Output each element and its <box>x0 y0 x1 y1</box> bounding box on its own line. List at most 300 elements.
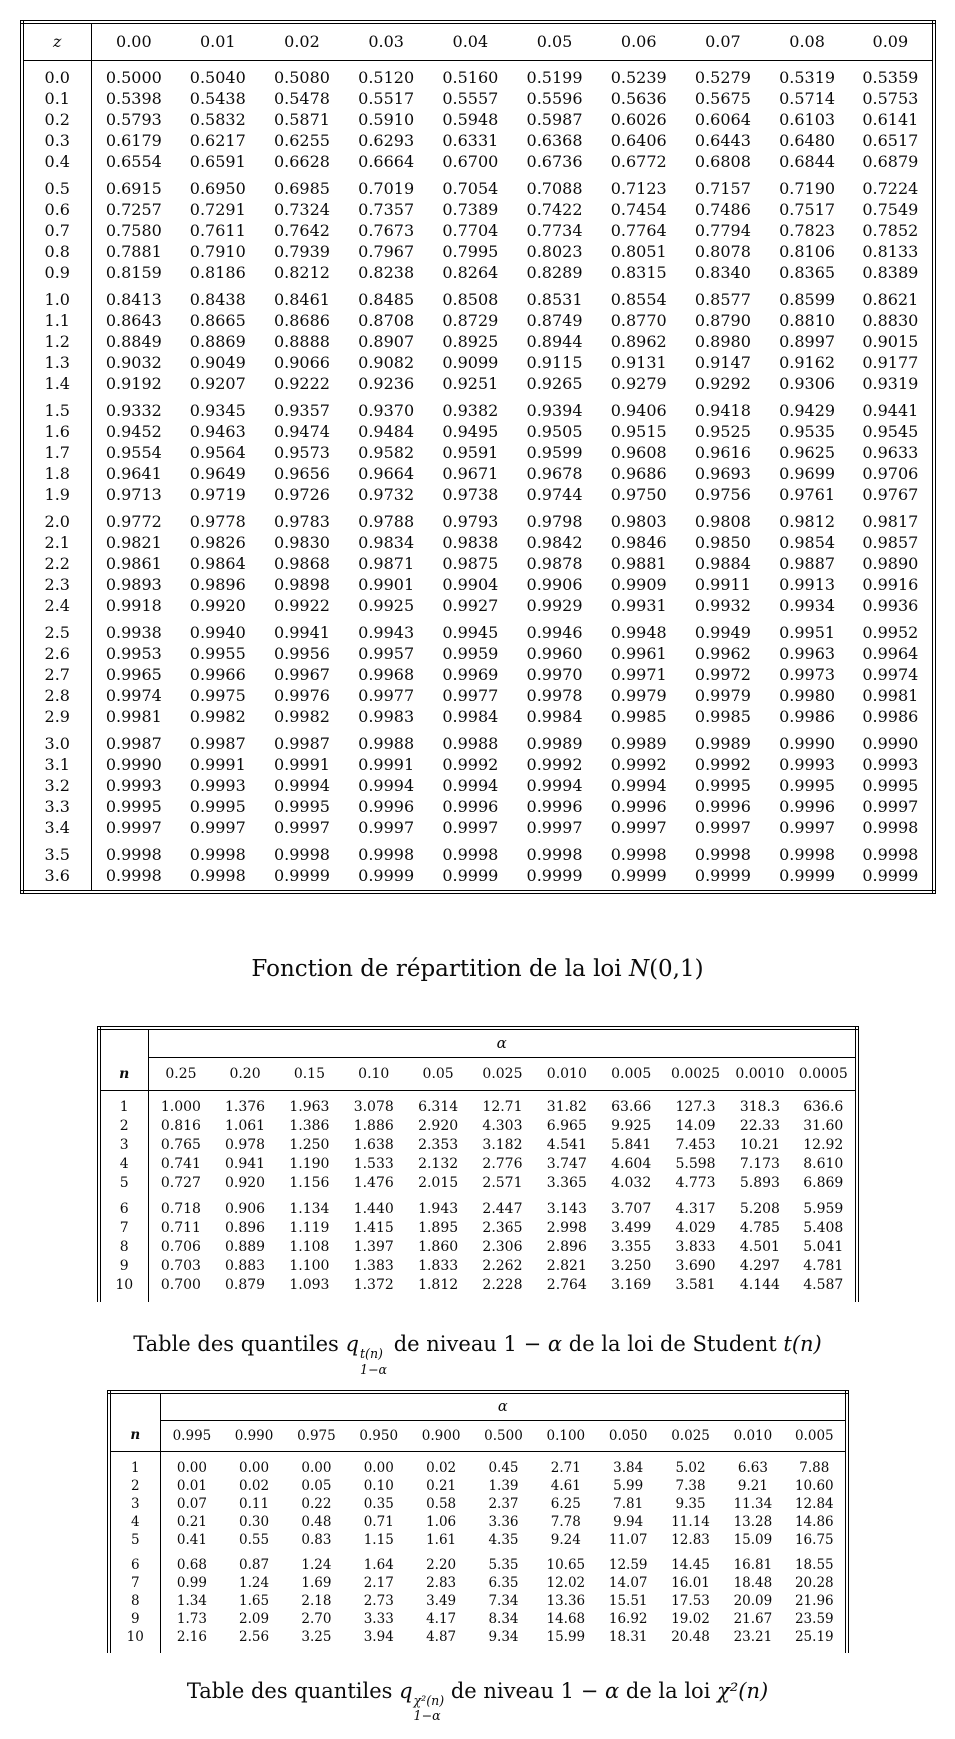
row-label: 5 <box>99 1174 149 1193</box>
cell-value: 0.7910 <box>189 241 246 261</box>
column-header: 0.00 <box>92 22 176 60</box>
cell-value: 0.9996 <box>779 796 836 816</box>
cell-value: 0.6736 <box>526 151 583 171</box>
cell-value: 6.35 <box>488 1574 519 1591</box>
student-quantiles-table <box>97 1026 859 1303</box>
cell-value: 0.9999 <box>694 865 751 885</box>
cell-value: 0.9978 <box>526 685 583 705</box>
table-row <box>22 664 934 685</box>
cell-value: 0.9887 <box>779 553 836 573</box>
alpha-corner-cell <box>109 1392 161 1420</box>
cell-value: 0.6255 <box>273 130 330 150</box>
cell-value: 0.6331 <box>442 130 499 150</box>
column-header: 0.06 <box>597 22 681 60</box>
cell-value: 0.7673 <box>358 220 415 240</box>
cell-value: 0.7157 <box>694 178 751 198</box>
cell-value: 4.303 <box>482 1118 523 1134</box>
table-row <box>99 1276 857 1302</box>
table-row <box>22 532 934 553</box>
cell-value: 0.87 <box>239 1556 270 1573</box>
cell-value: 0.7995 <box>442 241 499 261</box>
cell-value: 0.48 <box>301 1513 332 1530</box>
table-row <box>22 817 934 838</box>
cell-value: 0.8023 <box>526 241 583 261</box>
row-label: 3.0 <box>22 727 92 754</box>
cell-value: 2.821 <box>546 1258 587 1274</box>
cell-value: 0.9345 <box>189 400 246 420</box>
cell-value: 16.92 <box>608 1610 648 1627</box>
cell-value: 0.9996 <box>610 796 667 816</box>
column-header: 0.025 <box>470 1058 534 1091</box>
cell-value: 0.9974 <box>862 664 919 684</box>
cell-value: 0.7389 <box>442 199 499 219</box>
cell-value: 0.9938 <box>105 622 162 642</box>
cell-value: 10.21 <box>739 1137 780 1153</box>
row-label: 8 <box>109 1592 161 1610</box>
cell-value: 0.8907 <box>358 331 415 351</box>
alpha-symbol: α <box>605 1678 620 1703</box>
cell-value: 0.727 <box>160 1175 201 1191</box>
cell-value: 2.71 <box>550 1459 581 1476</box>
cell-value: 0.22 <box>301 1495 332 1512</box>
cell-value: 0.9991 <box>189 754 246 774</box>
cell-value: 0.9834 <box>358 532 415 552</box>
cell-value: 0.9207 <box>189 373 246 393</box>
cell-value: 0.9633 <box>862 442 919 462</box>
cell-value: 0.7852 <box>862 220 919 240</box>
cell-value: 0.00 <box>176 1459 207 1476</box>
cell-value: 0.7088 <box>526 178 583 198</box>
row-group <box>109 1451 847 1549</box>
cell-value: 0.7967 <box>358 241 415 261</box>
column-header: 0.04 <box>428 22 512 60</box>
cell-value: 0.9394 <box>526 400 583 420</box>
cell-value: 2.132 <box>418 1156 459 1172</box>
cell-value: 0.6406 <box>610 130 667 150</box>
cell-value: 0.6772 <box>610 151 667 171</box>
cell-value: 0.9803 <box>610 511 667 531</box>
cell-value: 1.061 <box>224 1118 266 1134</box>
table-row <box>99 1193 857 1219</box>
cell-value: 0.9996 <box>442 796 499 816</box>
cell-value: 3.707 <box>611 1201 652 1217</box>
cell-value: 0.9981 <box>105 706 162 726</box>
cell-value: 0.8980 <box>694 331 751 351</box>
column-header: 0.25 <box>149 1058 213 1091</box>
cell-value: 0.9941 <box>273 622 330 642</box>
cell-value: 0.5987 <box>526 109 583 129</box>
row-group <box>22 60 934 172</box>
cell-value: 0.9979 <box>694 685 751 705</box>
cell-value: 0.9985 <box>610 706 667 726</box>
cell-value: 0.5199 <box>526 67 583 87</box>
cell-value: 0.6026 <box>610 109 667 129</box>
cell-value: 0.978 <box>224 1137 266 1153</box>
cell-value: 0.9147 <box>694 352 751 372</box>
cell-value: 1.000 <box>160 1099 201 1115</box>
cell-value: 0.9798 <box>526 511 583 531</box>
table-row <box>22 310 934 331</box>
chi2-table-caption <box>0 1679 955 1723</box>
cell-value: 0.9916 <box>862 574 919 594</box>
cell-value: 0.5478 <box>273 88 330 108</box>
cell-value: 0.9738 <box>442 484 499 504</box>
table-row <box>22 241 934 262</box>
cell-value: 0.9251 <box>442 373 499 393</box>
cell-value: 0.9996 <box>694 796 751 816</box>
cell-value: 15.51 <box>608 1592 648 1609</box>
cell-value: 0.7257 <box>105 199 162 219</box>
cell-value: 3.182 <box>482 1137 523 1153</box>
cell-value: 0.8413 <box>105 289 162 309</box>
cell-value: 0.9382 <box>442 400 499 420</box>
q-letter: q <box>345 1332 359 1356</box>
cell-value: 0.00 <box>301 1459 332 1476</box>
caption-text: Table des quantiles <box>186 1678 393 1703</box>
column-header: 0.05 <box>406 1058 470 1091</box>
cell-value: 5.959 <box>803 1201 844 1217</box>
cell-value: 0.9898 <box>273 574 330 594</box>
cell-value: 0.9906 <box>526 574 583 594</box>
cell-value: 0.9066 <box>273 352 330 372</box>
cell-value: 22.33 <box>739 1118 780 1134</box>
cell-value: 2.998 <box>546 1220 587 1236</box>
cell-value: 0.9969 <box>442 664 499 684</box>
cell-value: 0.9988 <box>358 733 415 753</box>
caption-text: de la loi <box>625 1678 711 1703</box>
cell-value: 3.499 <box>611 1220 652 1236</box>
table-row <box>22 463 934 484</box>
row-label: 0.6 <box>22 199 92 220</box>
cell-value: 1.476 <box>353 1175 394 1191</box>
cell-value: 0.8770 <box>610 310 667 330</box>
cell-value: 0.9986 <box>862 706 919 726</box>
cell-value: 0.9671 <box>442 463 499 483</box>
cell-value: 0.7190 <box>779 178 836 198</box>
distribution-symbol: t(n) <box>783 1332 822 1356</box>
cell-value: 4.032 <box>611 1175 652 1191</box>
table-row <box>109 1574 847 1592</box>
cell-value: 0.9995 <box>862 775 919 795</box>
cell-value: 0.9838 <box>442 532 499 552</box>
cell-value: 0.9864 <box>189 553 246 573</box>
cell-value: 0.9951 <box>779 622 836 642</box>
cell-value: 0.7486 <box>694 199 751 219</box>
column-header: 0.005 <box>784 1420 846 1451</box>
cell-value: 0.02 <box>239 1477 270 1494</box>
cell-value: 0.9693 <box>694 463 751 483</box>
cell-value: 0.6368 <box>526 130 583 150</box>
cell-value: 0.9998 <box>862 817 919 837</box>
cell-value: 14.45 <box>671 1556 710 1573</box>
cell-value: 15.09 <box>733 1531 773 1548</box>
cell-value: 0.941 <box>224 1156 266 1172</box>
cell-value: 0.9994 <box>358 775 415 795</box>
cell-value: 0.6950 <box>189 178 246 198</box>
cell-value: 0.9997 <box>862 796 919 816</box>
cell-value: 2.09 <box>239 1610 270 1627</box>
cell-value: 0.9332 <box>105 400 162 420</box>
cell-value: 20.09 <box>733 1592 773 1609</box>
cell-value: 0.9932 <box>694 595 751 615</box>
cell-value: 0.8599 <box>779 289 836 309</box>
cell-value: 0.7794 <box>694 220 751 240</box>
column-header: 0.07 <box>681 22 765 60</box>
cell-value: 1.860 <box>418 1239 459 1255</box>
cell-value: 0.8944 <box>526 331 583 351</box>
column-header: 0.0010 <box>728 1058 792 1091</box>
cell-value: 5.041 <box>803 1239 844 1255</box>
cell-value: 0.9955 <box>189 643 246 663</box>
cell-value: 1.24 <box>301 1556 332 1573</box>
cell-value: 2.228 <box>482 1277 523 1293</box>
cell-value: 4.541 <box>546 1137 587 1153</box>
cell-value: 21.67 <box>733 1610 773 1627</box>
cell-value: 9.21 <box>737 1477 768 1494</box>
cell-value: 0.9995 <box>694 775 751 795</box>
table-row <box>22 505 934 532</box>
cell-value: 0.718 <box>160 1201 201 1217</box>
cell-value: 0.6293 <box>358 130 415 150</box>
cell-value: 0.9131 <box>610 352 667 372</box>
cell-value: 0.5910 <box>358 109 415 129</box>
cell-value: 0.5753 <box>862 88 919 108</box>
cell-value: 0.9893 <box>105 574 162 594</box>
cell-value: 0.8389 <box>862 262 919 282</box>
cell-value: 0.9934 <box>779 595 836 615</box>
cell-value: 0.9961 <box>610 643 667 663</box>
row-label: 4 <box>99 1155 149 1174</box>
column-header-row <box>99 1058 857 1091</box>
cell-value: 0.9993 <box>779 754 836 774</box>
cell-value: 0.9222 <box>273 373 330 393</box>
cell-value: 0.35 <box>363 1495 394 1512</box>
cell-value: 0.9474 <box>273 421 330 441</box>
cell-value: 5.408 <box>803 1220 844 1236</box>
cell-value: 0.9406 <box>610 400 667 420</box>
cell-value: 0.9861 <box>105 553 162 573</box>
cell-value: 10.60 <box>794 1477 834 1494</box>
cell-value: 0.9957 <box>358 643 415 663</box>
cell-value: 0.9884 <box>694 553 751 573</box>
cell-value: 9.94 <box>613 1513 644 1530</box>
cell-value: 0.9979 <box>610 685 667 705</box>
table-row <box>22 838 934 865</box>
cell-value: 5.208 <box>739 1201 780 1217</box>
corner-header: z <box>22 22 92 60</box>
row-label: 3.3 <box>22 796 92 817</box>
cell-value: 3.143 <box>546 1201 587 1217</box>
row-label: 10 <box>99 1276 149 1302</box>
row-label: 4 <box>109 1513 161 1531</box>
column-header: 0.995 <box>161 1420 223 1451</box>
row-label: 0.3 <box>22 130 92 151</box>
column-header: 0.20 <box>213 1058 277 1091</box>
cell-value: 0.6179 <box>105 130 162 150</box>
cell-value: 0.9931 <box>610 595 667 615</box>
cell-value: 4.781 <box>803 1258 844 1274</box>
cell-value: 0.9998 <box>273 844 330 864</box>
cell-value: 0.9943 <box>358 622 415 642</box>
cell-value: 1.963 <box>289 1099 330 1115</box>
cell-value: 1.61 <box>426 1531 457 1548</box>
column-header: 0.09 <box>849 22 933 60</box>
cell-value: 0.9750 <box>610 484 667 504</box>
cell-value: 11.34 <box>733 1495 773 1512</box>
cell-value: 0.8238 <box>358 262 415 282</box>
cell-value: 0.9370 <box>358 400 415 420</box>
cell-value: 1.34 <box>176 1592 207 1609</box>
cell-value: 0.9719 <box>189 484 246 504</box>
table-row <box>22 394 934 421</box>
cell-value: 0.6844 <box>779 151 836 171</box>
cell-value: 0.9967 <box>273 664 330 684</box>
cell-value: 23.59 <box>794 1610 834 1627</box>
cell-value: 2.37 <box>488 1495 519 1512</box>
row-label: 7 <box>109 1574 161 1592</box>
cell-value: 3.94 <box>363 1628 394 1645</box>
row-group <box>109 1549 847 1653</box>
script-N-symbol: N <box>628 955 650 982</box>
cell-value: 0.9983 <box>358 706 415 726</box>
cell-value: 2.70 <box>301 1610 332 1627</box>
caption-text: de niveau <box>393 1332 497 1356</box>
cell-value: 0.9911 <box>694 574 751 594</box>
row-label: 3.5 <box>22 838 92 865</box>
cell-value: 5.841 <box>611 1137 652 1153</box>
cell-value: 0.8508 <box>442 289 499 309</box>
table-row <box>99 1174 857 1193</box>
cell-value: 0.5000 <box>105 67 162 87</box>
cell-value: 0.9999 <box>862 865 919 885</box>
cell-value: 5.99 <box>613 1477 644 1494</box>
cell-value: 1.190 <box>289 1156 330 1172</box>
cell-value: 0.9649 <box>189 463 246 483</box>
cell-value: 0.9998 <box>105 865 162 885</box>
table-row <box>22 616 934 643</box>
cell-value: 0.9936 <box>862 595 919 615</box>
row-label: 0.4 <box>22 151 92 172</box>
cell-value: 4.604 <box>611 1156 652 1172</box>
cell-value: 0.9998 <box>189 865 246 885</box>
cell-value: 0.906 <box>224 1201 266 1217</box>
cell-value: 0.9761 <box>779 484 836 504</box>
cell-value: 1.415 <box>353 1220 394 1236</box>
cell-value: 0.9999 <box>442 865 499 885</box>
cell-value: 0.5714 <box>779 88 836 108</box>
cell-value: 0.6808 <box>694 151 751 171</box>
cell-value: 3.365 <box>546 1175 587 1191</box>
cell-value: 0.9992 <box>442 754 499 774</box>
cell-value: 18.48 <box>733 1574 773 1591</box>
row-label: 9 <box>99 1257 149 1276</box>
cell-value: 9.925 <box>611 1118 652 1134</box>
cell-value: 0.9998 <box>694 844 751 864</box>
cell-value: 0.5557 <box>442 88 499 108</box>
cell-value: 0.9995 <box>273 796 330 816</box>
cell-value: 0.9991 <box>358 754 415 774</box>
cell-value: 0.7324 <box>273 199 330 219</box>
cell-value: 0.9964 <box>862 643 919 663</box>
cell-value: 0.8485 <box>358 289 415 309</box>
table-row <box>99 1136 857 1155</box>
cell-value: 0.8643 <box>105 310 162 330</box>
table-row <box>22 172 934 199</box>
cell-value: 0.9854 <box>779 532 836 552</box>
cell-value: 0.7939 <box>273 241 330 261</box>
cell-value: 1.943 <box>418 1201 459 1217</box>
cell-value: 3.33 <box>363 1610 394 1627</box>
corner-header: n <box>99 1058 149 1091</box>
cell-value: 0.9573 <box>273 442 330 462</box>
cell-value: 0.9998 <box>610 844 667 864</box>
row-label: 0.5 <box>22 172 92 199</box>
cell-value: 0.07 <box>176 1495 207 1512</box>
cell-value: 0.9812 <box>779 511 836 531</box>
table-row <box>22 595 934 616</box>
table-row <box>22 60 934 88</box>
cell-value: 18.55 <box>794 1556 834 1573</box>
cell-value: 0.9989 <box>526 733 583 753</box>
cell-value: 0.9998 <box>442 844 499 864</box>
cell-value: 7.88 <box>799 1459 830 1476</box>
row-label: 0.2 <box>22 109 92 130</box>
table-row <box>109 1495 847 1513</box>
cell-value: 0.8686 <box>273 310 330 330</box>
cell-value: 0.8554 <box>610 289 667 309</box>
column-header: 0.0025 <box>663 1058 727 1091</box>
cell-value: 0.9997 <box>189 817 246 837</box>
table-row <box>22 262 934 283</box>
cell-value: 0.9999 <box>779 865 836 885</box>
cell-value: 0.83 <box>301 1531 332 1548</box>
cell-value: 0.7123 <box>610 178 667 198</box>
cell-value: 0.9505 <box>526 421 583 441</box>
cell-value: 0.8621 <box>862 289 919 309</box>
cell-value: 0.7454 <box>610 199 667 219</box>
cell-value: 0.21 <box>176 1513 207 1530</box>
row-label: 7 <box>99 1219 149 1238</box>
cell-value: 0.9726 <box>273 484 330 504</box>
cell-value: 0.6141 <box>862 109 919 129</box>
table-row <box>22 574 934 595</box>
column-header: 0.02 <box>260 22 344 60</box>
cell-value: 0.9940 <box>189 622 246 642</box>
cell-value: 0.9817 <box>862 511 919 531</box>
cell-value: 3.690 <box>675 1258 716 1274</box>
cell-value: 1.533 <box>353 1156 394 1172</box>
cell-value: 4.297 <box>739 1258 780 1274</box>
cell-value: 0.9878 <box>526 553 583 573</box>
row-label: 2.6 <box>22 643 92 664</box>
cell-value: 0.9993 <box>189 775 246 795</box>
cell-value: 0.7224 <box>862 178 919 198</box>
cell-value: 6.869 <box>803 1175 844 1191</box>
cell-value: 3.169 <box>611 1277 652 1293</box>
cell-value: 1.24 <box>239 1574 270 1591</box>
column-header-row <box>22 22 934 60</box>
cell-value: 0.99 <box>176 1574 207 1591</box>
cell-value: 6.25 <box>550 1495 581 1512</box>
cell-value: 8.610 <box>803 1156 844 1172</box>
cell-value: 8.34 <box>488 1610 519 1627</box>
distribution-symbol: χ²(n) <box>717 1678 769 1703</box>
cell-value: 0.7611 <box>189 220 246 240</box>
row-label: 1.2 <box>22 331 92 352</box>
cell-value: 0.7422 <box>526 199 583 219</box>
row-label: 2 <box>109 1477 161 1495</box>
cell-value: 0.8365 <box>779 262 836 282</box>
